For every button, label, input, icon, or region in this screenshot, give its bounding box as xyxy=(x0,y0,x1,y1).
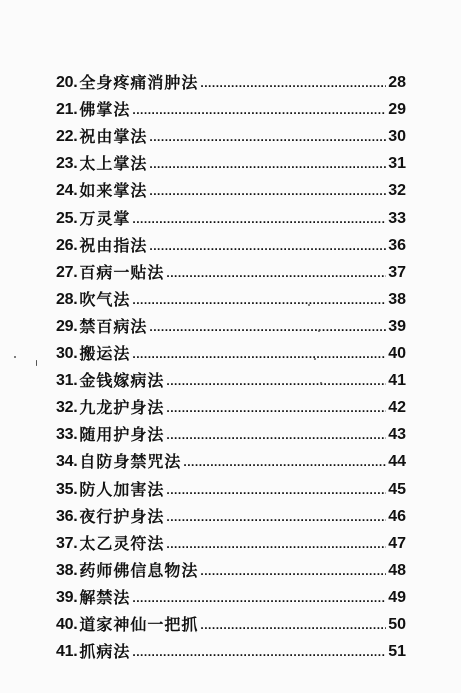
dot-leader xyxy=(200,77,386,89)
dot-leader xyxy=(166,267,386,279)
entry-number: 27. xyxy=(56,263,78,281)
entry-page: 48 xyxy=(388,561,406,579)
entry-page: 33 xyxy=(388,209,406,227)
entry-title: 太上掌法 xyxy=(79,154,148,174)
entry-number: 20. xyxy=(56,74,78,92)
entry-title: 佛掌法 xyxy=(79,100,131,120)
toc-entry[interactable] xyxy=(56,416,406,443)
entry-title: 祝由指法 xyxy=(79,235,148,255)
entry-title: 全身疼痛消肿法 xyxy=(79,73,199,93)
dot-leader xyxy=(166,538,386,550)
dot-leader xyxy=(149,321,386,333)
entry-number: 30. xyxy=(56,345,78,363)
dot-leader xyxy=(132,104,386,116)
toc-entry[interactable] xyxy=(56,118,406,145)
scan-speck xyxy=(14,356,16,358)
dot-leader xyxy=(132,646,386,658)
entry-page: 47 xyxy=(388,534,406,552)
toc-entry[interactable] xyxy=(56,498,406,525)
entry-number: 41. xyxy=(56,643,78,661)
toc-entry[interactable] xyxy=(56,172,406,199)
scan-speck xyxy=(314,358,316,360)
entry-title: 太乙灵符法 xyxy=(79,533,165,553)
dot-leader xyxy=(149,240,386,252)
toc-entry[interactable] xyxy=(56,362,406,389)
entry-title: 防人加害法 xyxy=(79,479,165,499)
entry-number: 21. xyxy=(56,101,78,119)
entry-number: 33. xyxy=(56,426,78,444)
entry-page: 32 xyxy=(388,182,406,200)
entry-title: 搬运法 xyxy=(79,344,131,364)
scan-speck xyxy=(320,382,322,384)
entry-number: 36. xyxy=(56,507,78,525)
entry-page: 28 xyxy=(388,74,406,92)
entry-page: 49 xyxy=(388,588,406,606)
entry-number: 34. xyxy=(56,453,78,471)
entry-title: 百病一贴法 xyxy=(79,262,165,282)
entry-number: 35. xyxy=(56,480,78,498)
entry-title: 万灵掌 xyxy=(79,208,131,228)
entry-page: 43 xyxy=(388,426,406,444)
toc-entry[interactable] xyxy=(56,443,406,470)
entry-title: 解禁法 xyxy=(79,587,131,607)
scan-speck xyxy=(318,330,320,332)
entry-number: 25. xyxy=(56,209,78,227)
entry-number: 29. xyxy=(56,317,78,335)
dot-leader xyxy=(132,294,386,306)
dot-leader xyxy=(166,429,386,441)
entry-page: 36 xyxy=(388,236,406,254)
toc-entry[interactable] xyxy=(56,389,406,416)
entry-number: 39. xyxy=(56,588,78,606)
dot-leader xyxy=(183,456,386,468)
entry-title: 随用护身法 xyxy=(79,425,165,445)
toc-entry[interactable] xyxy=(56,254,406,281)
entry-title: 夜行护身法 xyxy=(79,506,165,526)
entry-number: 23. xyxy=(56,155,78,173)
entry-page: 40 xyxy=(388,345,406,363)
entry-number: 22. xyxy=(56,128,78,146)
toc-entry[interactable] xyxy=(56,64,406,91)
entry-page: 38 xyxy=(388,290,406,308)
dot-leader xyxy=(200,565,386,577)
entry-number: 26. xyxy=(56,236,78,254)
entry-page: 51 xyxy=(388,643,406,661)
dot-leader xyxy=(166,484,386,496)
dot-leader xyxy=(132,348,386,360)
entry-page: 41 xyxy=(388,372,406,390)
entry-number: 31. xyxy=(56,372,78,390)
entry-title: 抓病法 xyxy=(79,642,131,662)
dot-leader xyxy=(166,375,386,387)
entry-number: 32. xyxy=(56,399,78,417)
dot-leader xyxy=(200,619,386,631)
entry-page: 45 xyxy=(388,480,406,498)
dot-leader xyxy=(149,131,386,143)
toc-entry[interactable] xyxy=(56,281,406,308)
entry-title: 药师佛信息物法 xyxy=(79,560,199,580)
entry-number: 24. xyxy=(56,182,78,200)
dot-leader xyxy=(132,592,386,604)
dot-leader xyxy=(132,213,386,225)
entry-title: 祝由掌法 xyxy=(79,127,148,147)
dot-leader xyxy=(166,402,386,414)
entry-page: 30 xyxy=(388,128,406,146)
entry-page: 31 xyxy=(388,155,406,173)
entry-page: 42 xyxy=(388,399,406,417)
dot-leader xyxy=(149,185,386,197)
toc-entry[interactable] xyxy=(56,308,406,335)
entry-title: 如来掌法 xyxy=(79,181,148,201)
entry-title: 九龙护身法 xyxy=(79,398,165,418)
dot-leader xyxy=(166,511,386,523)
entry-title: 自防身禁咒法 xyxy=(79,452,182,472)
scan-speck xyxy=(36,360,37,366)
entry-title: 禁百病法 xyxy=(79,316,148,336)
entry-page: 46 xyxy=(388,507,406,525)
entry-page: 29 xyxy=(388,101,406,119)
scan-speck xyxy=(308,304,310,306)
entry-title: 金钱嫁病法 xyxy=(79,371,165,391)
table-of-contents xyxy=(56,64,406,660)
entry-number: 38. xyxy=(56,561,78,579)
toc-entry[interactable] xyxy=(56,470,406,497)
toc-entry[interactable] xyxy=(56,199,406,226)
entry-number: 40. xyxy=(56,615,78,633)
toc-entry[interactable] xyxy=(56,335,406,362)
entry-page: 50 xyxy=(388,615,406,633)
entry-number: 28. xyxy=(56,290,78,308)
entry-page: 39 xyxy=(388,317,406,335)
dot-leader xyxy=(149,158,386,170)
toc-entry[interactable] xyxy=(56,606,406,633)
toc-entry[interactable] xyxy=(56,552,406,579)
toc-entry[interactable] xyxy=(56,525,406,552)
entry-number: 37. xyxy=(56,534,78,552)
toc-entry[interactable] xyxy=(56,579,406,606)
entry-page: 44 xyxy=(388,453,406,471)
toc-entry[interactable] xyxy=(56,227,406,254)
toc-entry[interactable] xyxy=(56,145,406,172)
toc-entry[interactable] xyxy=(56,91,406,118)
entry-title: 道家神仙一把抓 xyxy=(79,614,199,634)
entry-title: 吹气法 xyxy=(79,289,131,309)
entry-page: 37 xyxy=(388,263,406,281)
toc-entry[interactable] xyxy=(56,633,406,660)
